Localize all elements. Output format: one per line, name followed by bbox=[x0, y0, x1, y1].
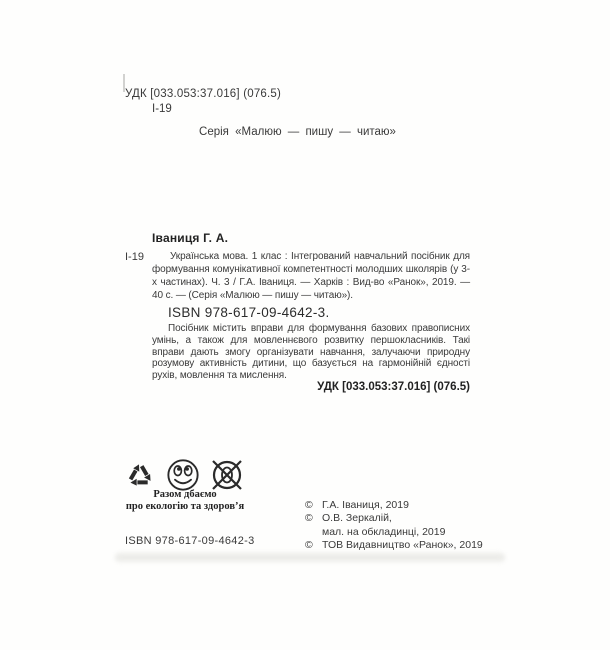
copyright-line-publisher bbox=[305, 539, 483, 552]
eco-slogan-line2: про екологію та здоров’я bbox=[125, 500, 245, 512]
author-index-top: І-19 bbox=[152, 103, 172, 115]
copyright-text: мал. на обкладинці, 2019 bbox=[322, 525, 446, 538]
eco-slogan bbox=[109, 489, 261, 512]
isbn-main: ISBN 978-617-09-4642-3. bbox=[168, 305, 330, 320]
copyright-symbol: © bbox=[305, 539, 313, 552]
isbn-bottom: ISBN 978-617-09-4642-3 bbox=[125, 535, 255, 547]
copyright-block bbox=[305, 499, 483, 553]
bib-index-code: І-19 bbox=[125, 251, 144, 263]
udc-number-top: УДК [033.053:37.016] (076.5) bbox=[125, 88, 282, 100]
series-title: Серія «Малюю — пишу — читаю» bbox=[199, 126, 396, 138]
copyright-text: О.В. Зеркалій, bbox=[322, 512, 392, 525]
copyright-line-author bbox=[305, 499, 483, 512]
copyright-line-illustrator-cont bbox=[305, 526, 483, 539]
copyright-text: Г.А. Іваниця, 2019 bbox=[322, 499, 409, 511]
bibliographic-description: Українська мова. 1 клас : Інтегрований навчальний посібник для формування комунікативної компетентності молодших школярів (у 3-х частинах). Ч. 3 / Г.А. Іваниця. — Харків : Вид-во «Ранок», 2019. — 40 с. — (Серія «Малюю — пишу — читаю»). bbox=[152, 251, 470, 301]
page-edge-shadow bbox=[115, 552, 505, 563]
copyright-symbol: © bbox=[305, 512, 313, 525]
copyright-text: ТОВ Видавництво «Ранок», 2019 bbox=[322, 539, 483, 552]
eco-slogan-line1: Разом дбаємо bbox=[153, 489, 217, 500]
copyright-symbol: © bbox=[305, 499, 313, 511]
copyright-line-illustrator bbox=[305, 512, 483, 525]
annotation-text: Посібник містить вправи для формування базових правописних умінь, а також для мовленнєвого розвитку першокласників. Такі вправи дають змогу організувати навчання, залучаючи природну розумову активність дитини, що базується на гармонійній єдності рухів, мовлення та мислення. bbox=[152, 323, 470, 382]
author-name: Іваниця Г. А. bbox=[152, 231, 229, 245]
udc-number-bottom: УДК [033.053:37.016] (076.5) bbox=[317, 381, 470, 393]
smiley-face-icon bbox=[166, 458, 200, 492]
copyright-symbol bbox=[305, 526, 322, 539]
